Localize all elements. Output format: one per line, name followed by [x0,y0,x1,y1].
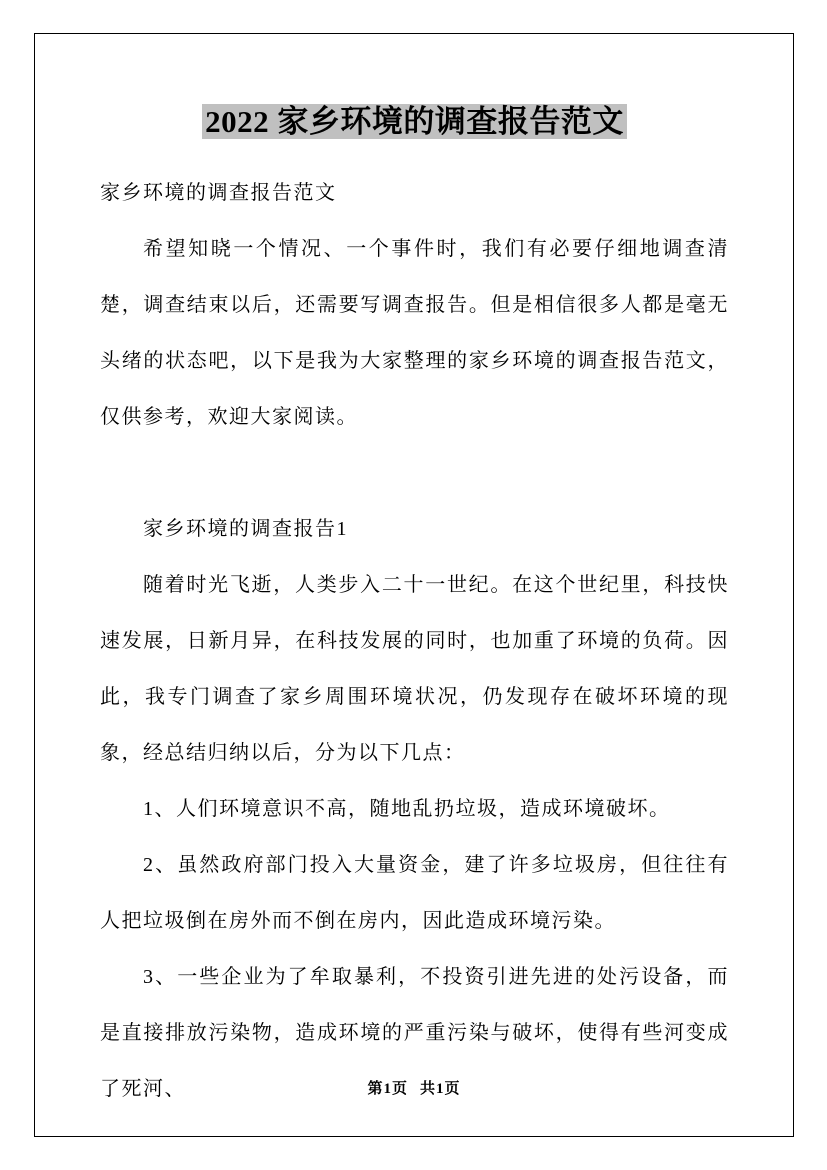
document-body [35,99,793,1117]
paragraph-section-lead: 随着时光飞逝，人类步入二十一世纪。在这个世纪里，科技快速发展，日新月异，在科技发展的同时，也加重了环境的负荷。因此，我专门调查了家乡周围环境状况，仍发现存在破坏环境的现象，经总结归纳以后，分为以下几点： [100,574,729,764]
page-footer [35,1077,793,1098]
document-subtitle: 家乡环境的调查报告范文 [100,182,337,204]
section-heading: 家乡环境的调查报告1 [143,518,348,540]
document-title-highlighted-text: 2022 家乡环境的调查报告范文 [202,104,627,139]
list-item-2: 2、虽然政府部门投入大量资金，建了许多垃圾房，但往往有人把垃圾倒在房外而不倒在房内，因此造成环境污染。 [100,854,729,932]
document-title [100,99,729,144]
list-item-3: 3、一些企业为了牟取暴利，不投资引进先进的处污设备，而是直接排放污染物，造成环境的严重污染与破坏，使得有些河变成了死河、 [100,966,729,1100]
page-total: 共1页 [420,1081,461,1097]
document-page [34,33,794,1137]
page-number: 第1页 [367,1081,408,1097]
list-item-1: 1、人们环境意识不高，随地乱扔垃圾，造成环境破坏。 [143,798,671,820]
paragraph-intro: 希望知晓一个情况、一个事件时，我们有必要仔细地调查清楚，调查结束以后，还需要写调查报告。但是相信很多人都是毫无头绪的状态吧，以下是我为大家整理的家乡环境的调查报告范文，仅供参考，欢迎大家阅读。 [100,238,729,428]
